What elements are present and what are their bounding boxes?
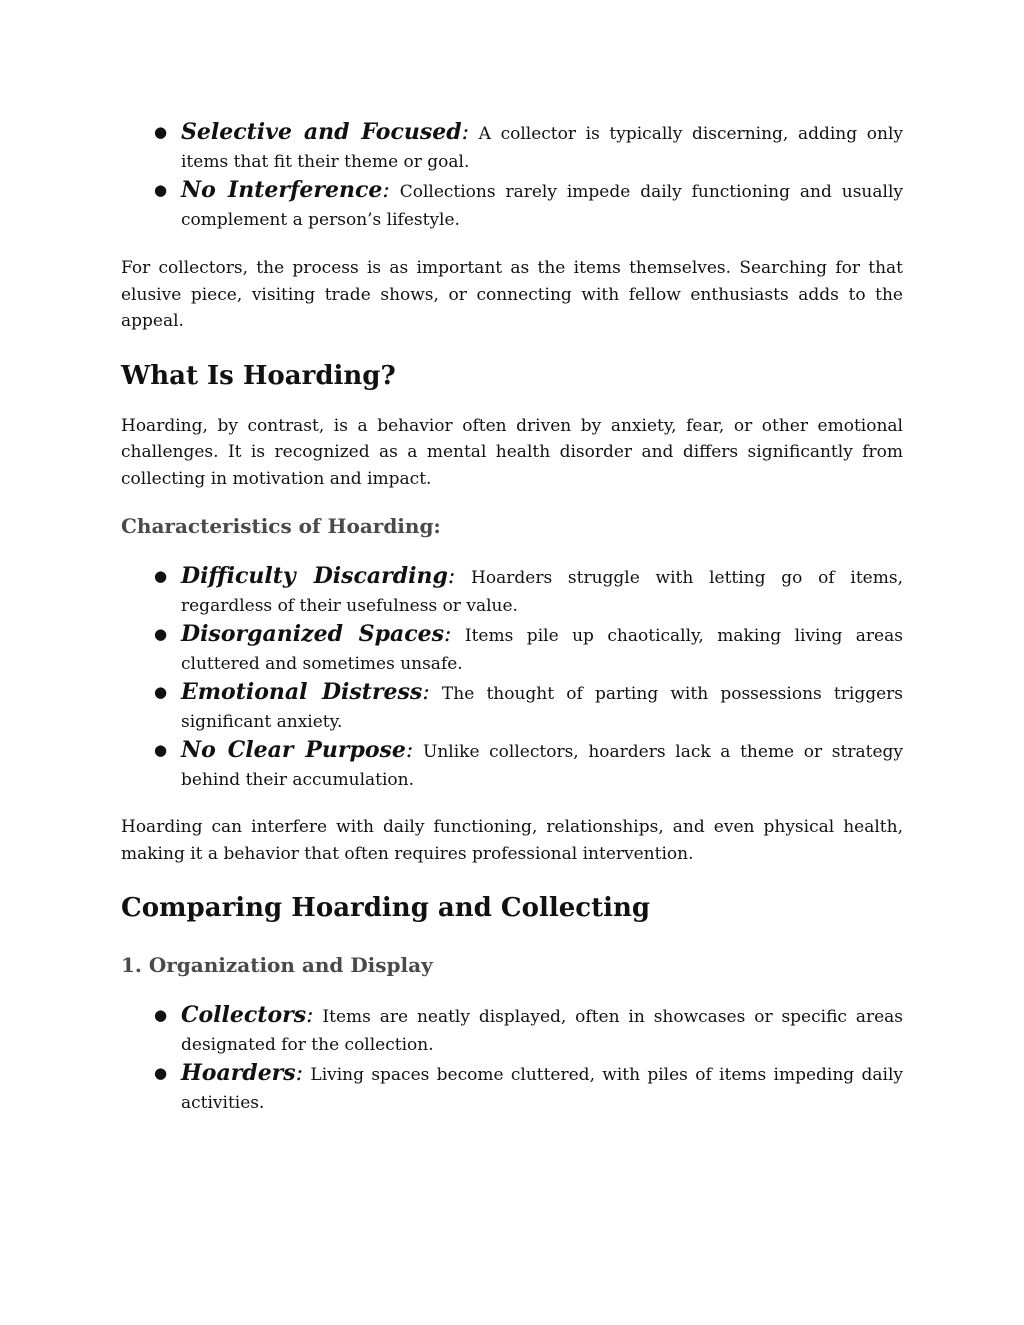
- bullet-icon: ●: [154, 741, 168, 759]
- bullet-icon: ●: [154, 567, 168, 585]
- list-item: [121, 736, 903, 794]
- list-item-text: Living spaces become cluttered, with piles of items impeding daily activities.: [181, 1065, 903, 1113]
- list-item-colon: :: [443, 622, 452, 647]
- list-item-term: Disorganized Spaces: [181, 621, 444, 647]
- list-item: [121, 118, 903, 176]
- list-item-colon: :: [306, 1003, 314, 1028]
- list-item: [121, 1001, 903, 1059]
- list-item-term: Hoarders: [181, 1060, 296, 1086]
- list-item-term: No Interference: [181, 177, 383, 203]
- list-item-text: Items pile up chaotically, making living areas cluttered and sometimes unsafe.: [181, 626, 903, 674]
- list-item-term: Collectors: [181, 1002, 307, 1028]
- bullet-icon: ●: [154, 123, 168, 141]
- bullet-icon: ●: [154, 683, 168, 701]
- list-item-term: Emotional Distress: [181, 679, 423, 705]
- list-item-colon: :: [447, 564, 456, 589]
- list-item: [121, 1059, 903, 1117]
- bullet-icon: ●: [154, 1064, 168, 1082]
- list-item-term: Difficulty Discarding: [181, 563, 448, 589]
- heading-comparing: Comparing Hoarding and Collecting: [121, 893, 651, 923]
- list-item-term: Selective and Focused: [181, 119, 462, 145]
- list-item-term: No Clear Purpose: [181, 737, 406, 763]
- list-item-text: Hoarders struggle with letting go of items, regardless of their usefulness or value.: [181, 568, 903, 616]
- list-item-text: Collections rarely impede daily functioning and usually complement a person’s lifestyle.: [181, 182, 903, 230]
- paragraph-collectors-process: For collectors, the process is as important as the items themselves. Searching for that elusive piece, visiting trade shows, or connecting with fellow enthusiasts adds to the appeal.: [121, 258, 903, 331]
- list-item-text: Unlike collectors, hoarders lack a theme or strategy behind their accumulation.: [181, 742, 903, 790]
- bullet-list-hoarding-characteristics: [121, 562, 903, 794]
- bullet-icon: ●: [154, 625, 168, 643]
- bullet-icon: ●: [154, 1006, 168, 1024]
- bullet-icon: ●: [154, 181, 168, 199]
- list-item-text: A collector is typically discerning, adding only items that fit their theme or goal.: [181, 124, 903, 172]
- list-item-colon: :: [382, 178, 390, 203]
- bullet-list-collector-traits: [121, 118, 903, 234]
- heading-what-is-hoarding: What Is Hoarding?: [121, 360, 396, 391]
- list-item: [121, 678, 903, 736]
- list-item: [121, 620, 903, 678]
- paragraph-hoarding-definition: Hoarding, by contrast, is a behavior often driven by anxiety, fear, or other emotional challenges. It is recognized as a mental health disorder and differs significantly from collecting in motivation and impact.: [121, 415, 903, 489]
- subheading-organization: 1. Organization and Display: [121, 953, 433, 977]
- list-item-colon: :: [405, 738, 414, 763]
- list-item: [121, 562, 903, 620]
- list-item-colon: :: [461, 120, 470, 145]
- list-item-colon: :: [295, 1061, 304, 1086]
- bullet-list-organization: [121, 1001, 903, 1117]
- list-item-text: Items are neatly displayed, often in showcases or specific areas designated for the collection.: [181, 1007, 903, 1055]
- list-item: [121, 176, 903, 234]
- list-item-colon: :: [422, 680, 430, 705]
- document-page: [121, 118, 903, 1117]
- list-item-text: The thought of parting with possessions triggers significant anxiety.: [181, 684, 903, 732]
- paragraph-hoarding-impact: Hoarding can interfere with daily functioning, relationships, and even physical health, making it a behavior that often requires professional intervention.: [121, 817, 903, 864]
- subheading-characteristics: Characteristics of Hoarding:: [121, 514, 441, 538]
